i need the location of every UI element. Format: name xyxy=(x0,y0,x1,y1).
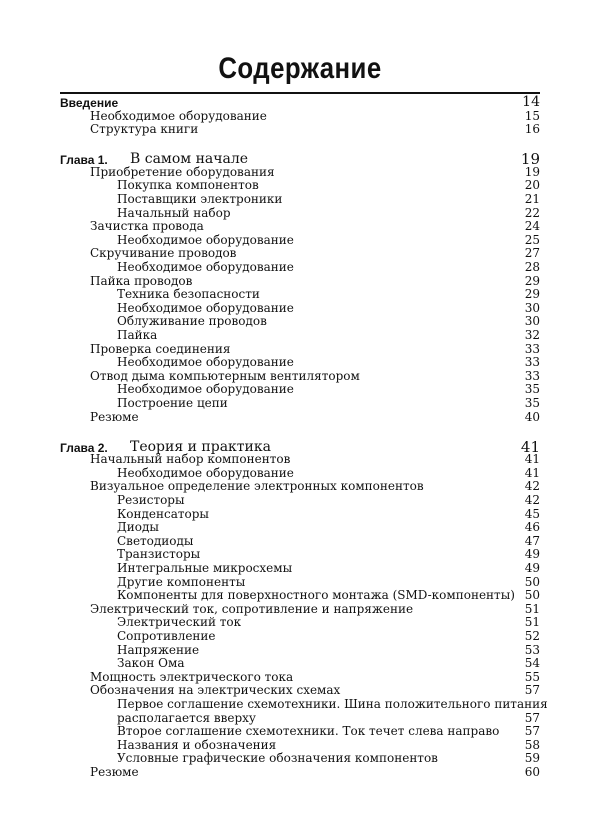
page-number: 22 xyxy=(524,205,540,220)
page-number: 33 xyxy=(524,341,540,356)
entry-title: Необходимое оборудование xyxy=(117,382,294,397)
entry-title: Интегральные микросхемы xyxy=(117,561,293,575)
page-number: 30 xyxy=(524,314,540,329)
entry-title: Необходимое оборудование xyxy=(117,300,294,315)
page-number: 57 xyxy=(524,724,540,739)
entry-title: Другие компоненты xyxy=(117,574,246,589)
entry-title: Отвод дыма компьютерным вентилятором xyxy=(90,368,360,383)
entry-title: Второе соглашение схемотехники. Ток течет слева направо xyxy=(117,724,500,739)
entry-title: Напряжение xyxy=(117,642,200,657)
entry-title: Начальный набор xyxy=(117,205,231,220)
entry-title: Проверка соединения xyxy=(90,341,231,356)
page-number: 29 xyxy=(524,273,540,288)
entry-title: Транзисторы xyxy=(117,547,201,562)
entry-title: располагается вверху xyxy=(117,710,256,725)
entry-title: Светодиоды xyxy=(117,533,194,548)
page-number: 42 xyxy=(524,479,540,494)
chapter-label: Глава 2. xyxy=(60,440,108,455)
page-number: 14 xyxy=(522,94,540,110)
page-number: 53 xyxy=(524,642,540,657)
page-number: 51 xyxy=(524,615,540,630)
entry-title: Резисторы xyxy=(117,493,185,507)
entry-title: Мощность электрического тока xyxy=(90,669,294,684)
entry-title: Первое соглашение схемотехники. Шина положительного питания xyxy=(117,697,548,711)
page-number: 15 xyxy=(524,108,540,123)
page-number: 54 xyxy=(524,656,540,671)
page-number: 59 xyxy=(524,751,540,766)
entry-title: Обозначения на электрических схемах xyxy=(90,683,341,698)
chapter-label: Глава 1. xyxy=(60,153,108,168)
page-number: 46 xyxy=(524,520,540,535)
page-number: 52 xyxy=(524,629,540,643)
entry-title: Электрический ток, сопротивление и напряжение xyxy=(90,601,414,616)
page-number: 33 xyxy=(524,355,540,370)
page-title: Содержание xyxy=(218,52,382,85)
entry-title: Необходимое оборудование xyxy=(117,232,294,247)
page-number: 30 xyxy=(524,300,540,315)
intro-title: Введение xyxy=(60,96,119,110)
page-number: 25 xyxy=(524,232,540,247)
page-number: 49 xyxy=(524,561,540,575)
page-number: 24 xyxy=(524,219,540,234)
page-number: 32 xyxy=(524,328,540,342)
entry-title: Начальный набор компонентов xyxy=(90,452,291,467)
entry-title: Условные графические обозначения компонентов xyxy=(117,751,438,766)
page-number: 41 xyxy=(524,465,540,480)
entry-title: Техника безопасности xyxy=(117,287,260,302)
page-number: 35 xyxy=(524,396,540,410)
page-number: 33 xyxy=(524,368,540,383)
page-number: 55 xyxy=(524,669,540,684)
page-number: 28 xyxy=(524,260,540,274)
entry-title: Необходимое оборудование xyxy=(117,260,294,274)
chapter-title: В самом начале xyxy=(130,151,249,168)
chapter-title: Теория и практика xyxy=(130,438,271,455)
page-number: 50 xyxy=(524,588,540,603)
entry-title: Необходимое оборудование xyxy=(90,108,267,123)
entry-title: Конденсаторы xyxy=(117,506,209,521)
page-number: 40 xyxy=(524,409,540,424)
entry-title: Диоды xyxy=(117,520,159,535)
page-number: 57 xyxy=(524,683,540,698)
entry-title: Пайка проводов xyxy=(90,273,193,288)
page-number: 60 xyxy=(524,765,540,779)
entry-title: Пайка xyxy=(117,328,158,342)
entry-title: Необходимое оборудование xyxy=(117,465,294,480)
page-number: 45 xyxy=(524,506,540,521)
page-number: 41 xyxy=(524,452,540,467)
entry-title: Названия и обозначения xyxy=(117,737,277,752)
page-number: 19 xyxy=(520,150,540,169)
entry-title: Электрический ток xyxy=(117,615,242,630)
entry-title: Сопротивление xyxy=(117,629,216,643)
page-number: 58 xyxy=(524,737,540,752)
page-number: 41 xyxy=(520,437,540,456)
entry-title: Зачистка провода xyxy=(90,219,204,234)
page-number: 35 xyxy=(524,382,540,397)
entry-title: Визуальное определение электронных компонентов xyxy=(90,479,424,494)
entry-title: Необходимое оборудование xyxy=(117,355,294,370)
page-number: 21 xyxy=(524,192,540,206)
page-number: 20 xyxy=(524,178,540,193)
page-number: 49 xyxy=(524,547,540,562)
page-number: 50 xyxy=(524,574,540,589)
page-number: 51 xyxy=(524,601,540,616)
entry-title: Скручивание проводов xyxy=(90,246,237,261)
page-number: 16 xyxy=(524,122,540,137)
entry-title: Структура книги xyxy=(90,122,199,137)
entry-title: Резюме xyxy=(90,409,139,424)
entry-title: Построение цепи xyxy=(117,396,228,410)
page-number: 19 xyxy=(524,164,540,179)
entry-title: Приобретение оборудования xyxy=(90,164,275,179)
entry-title: Резюме xyxy=(90,765,139,779)
page-number: 47 xyxy=(524,533,540,548)
page-number: 42 xyxy=(524,493,540,507)
page-number: 27 xyxy=(524,246,540,261)
entry-title: Покупка компонентов xyxy=(117,178,259,193)
entry-title: Закон Ома xyxy=(117,656,185,671)
entry-title: Компоненты для поверхностного монтажа (SMD-компоненты) xyxy=(117,588,515,603)
entry-title: Поставщики электроники xyxy=(117,192,283,206)
page-number: 57 xyxy=(524,710,540,725)
entry-title: Облуживание проводов xyxy=(117,314,267,329)
page-number: 29 xyxy=(524,287,540,302)
